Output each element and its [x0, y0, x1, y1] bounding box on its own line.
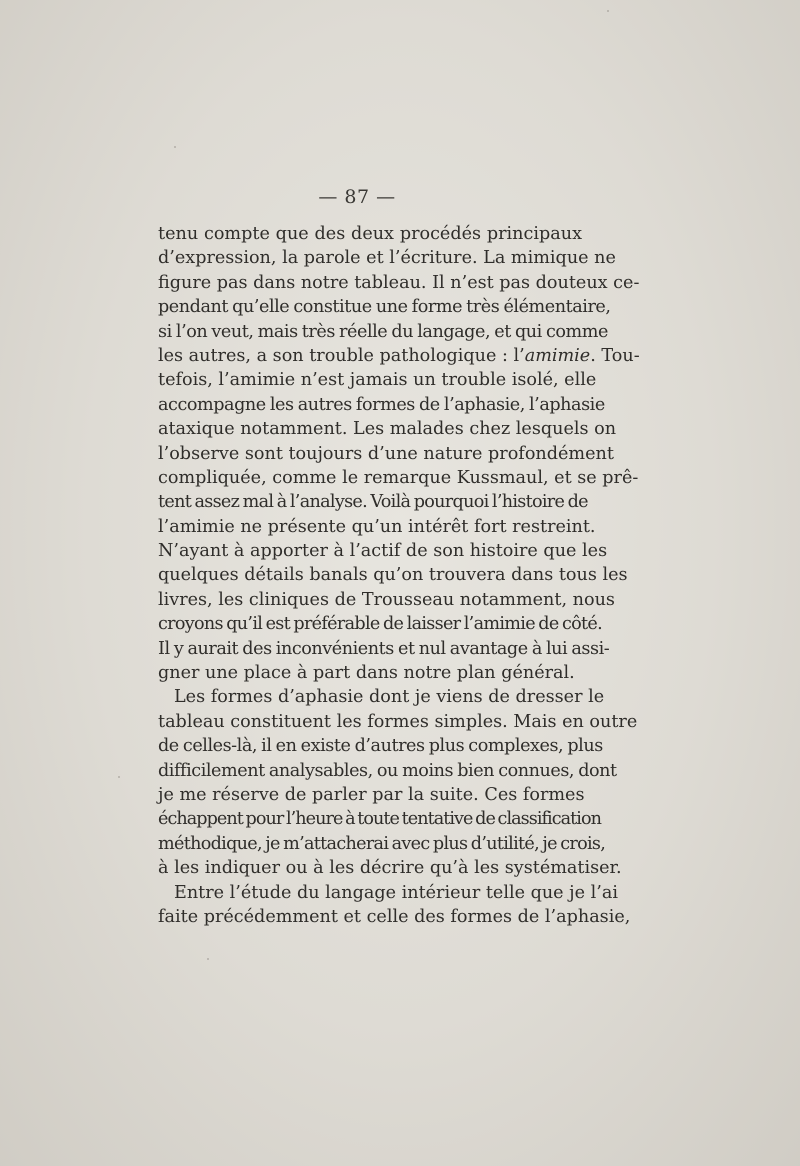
text-line: croyons qu’il est préférable de laisser l’amimie de côté. [158, 614, 602, 635]
paragraph-start: Entre l’étude du langage intérieur telle que je l’ai [174, 882, 618, 903]
text-line: méthodique, je m’attacherai avec plus d’utilité, je crois, [158, 833, 606, 854]
text-line [158, 344, 640, 368]
text-line: compliquée, comme le remarque Kussmaul, et se prê- [158, 467, 639, 488]
text-line: échappent pour l’heure à toute tentative de classification [158, 809, 602, 830]
text-line: faite précédemment et celle des formes de l’aphasie, [158, 906, 631, 927]
text-line: tenu compte que des deux procédés principaux [158, 224, 582, 244]
text-line: Il y aurait des inconvénients et nul avantage à lui assi- [158, 638, 610, 659]
page-number: — 87 — [318, 186, 396, 208]
paper-speck [207, 958, 209, 960]
text-line: si l’on veut, mais très réelle du langage, et qui comme [158, 321, 608, 342]
paper-speck [607, 10, 609, 12]
text-line: quelques détails banals qu’on trouvera dans tous les [158, 565, 628, 586]
text-line: l’amimie ne présente qu’un intérêt fort restreint. [158, 516, 596, 537]
paper-speck [174, 146, 176, 148]
text-line: N’ayant à apporter à l’actif de son histoire que les [158, 541, 608, 562]
text-line: ataxique notamment. Les malades chez lesquels on [158, 419, 617, 440]
text-line: livres, les cliniques de Trousseau notamment, nous [158, 589, 615, 610]
paper-speck [118, 776, 120, 778]
text-line: tableau constituent les formes simples. Mais en outre [158, 711, 638, 732]
text-run: . Tou- [590, 345, 640, 366]
text-line: tefois, l’amimie n’est jamais un trouble isolé, elle [158, 370, 597, 391]
body-text [158, 222, 640, 929]
text-line: pendant qu’elle constitue une forme très élémentaire, [158, 297, 611, 318]
text-line: l’observe sont toujours d’une nature profondément [158, 443, 614, 464]
text-line: à les indiquer ou à les décrire qu’à les systématiser. [158, 858, 622, 879]
text-line: gner une place à part dans notre plan général. [158, 663, 575, 684]
italic-term: amimie [524, 345, 591, 366]
text-line: d’expression, la parole et l’écriture. La mimique ne [158, 248, 616, 269]
text-line: difficilement analysables, ou moins bien connues, dont [158, 760, 617, 781]
text-line: figure pas dans notre tableau. Il n’est pas douteux ce- [158, 272, 640, 293]
text-line: tent assez mal à l’analyse. Voilà pourquoi l’histoire de [158, 492, 588, 513]
text-line: accompagne les autres formes de l’aphasie, l’aphasie [158, 394, 605, 415]
text-run: les autres, a son trouble pathologique : l’ [158, 345, 525, 366]
paragraph-start: Les formes d’aphasie dont je viens de dresser le [174, 687, 605, 708]
text-line: de celles-là, il en existe d’autres plus complexes, plus [158, 736, 603, 757]
text-line: je me réserve de parler par la suite. Ces formes [158, 784, 585, 805]
